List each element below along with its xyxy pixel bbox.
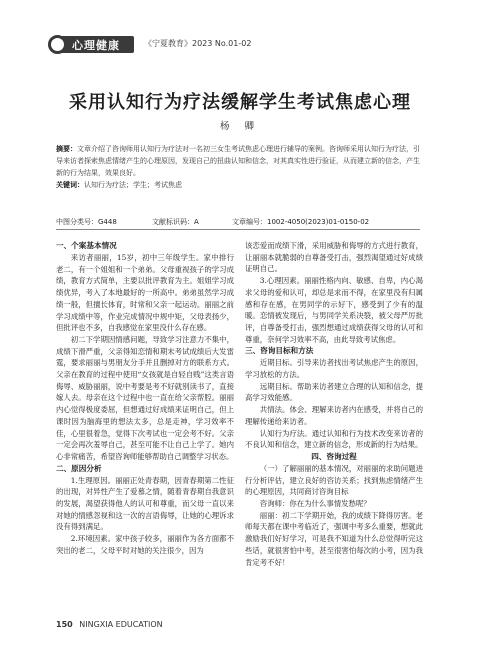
body-paragraph: 初二下学期因情感问题，导致学习注意力不集中，成绩下滑严重，父亲得知恋情和期末考试成绩后大发雷霆，要求丽丽与男朋友分手并且删掉对方的联系方式。父亲在教育的过程中使用“女孩就是自轻自贱”这类言语侮辱、威胁丽丽，说中考要是考不好就别读书了，直接嫁人去。母亲在这个过程中也一直在给父亲帮腔。丽丽内心觉得极度委屈，但想通过好成绩来证明自己，但上课时因为脑海里的想法太多，总是走神，学习效率不佳，心里很着急，觉得下次考试也一定会考不好。父亲一定会再次羞辱自己，甚至可能不让自己上学了。她内心非常痛苦，希望咨询师能够帮助自己调整学习状态。	[56, 334, 234, 461]
page-number: 150	[56, 620, 73, 629]
abstract-text: 文章介绍了咨询师用认知行为疗法对一名初三女生考试焦虑心理进行辅导的案例。咨询师采用认知行为疗法，引导来访者探索焦虑情绪产生的心理原因，发现自己的扭曲认知和信念，对其真实性进行验证，从而建立新的信念，产生新的行为结果，效果良好。	[56, 145, 420, 177]
article-number: 文章编号：1002-4050(2023)01-0150-02	[232, 218, 370, 226]
right-column	[245, 240, 423, 568]
body-paragraph: 咨询师：你在为什么事情发愁呢？	[259, 499, 371, 509]
page-footer	[56, 620, 163, 629]
article-title: 采用认知行为疗法缓解学生考试焦虑心理	[69, 92, 411, 113]
keywords-label: 关键词：	[56, 181, 84, 189]
body-paragraph: 远期目标。帮助来访者建立合理的认知和信念，提高学习效能感。	[245, 381, 423, 403]
footer-journal: NINGXIA EDUCATION	[79, 620, 163, 629]
abstract-block	[56, 143, 420, 191]
author-name: 杨 卿	[219, 121, 261, 132]
column-badge	[56, 36, 134, 53]
body-paragraph: 1.生理原因。丽丽正处青春期，因青春期第二性征的出现，对异性产生了爱慕之情，随着青春期自我意识的发展，渴望获得他人的认可和尊重，而父母一直以来对她的情感忽视和这一次的言语侮辱，让她的心理诉求没有得到满足。	[56, 475, 234, 532]
section-heading: 四、咨询过程	[311, 451, 357, 461]
body-paragraph: 来访者丽丽，15岁，初中三年级学生。家中排行老二，有一个姐姐和一个弟弟。父母重视孩子的学习成绩，教育方式简单，主要以批评教育为主。姐姐学习成绩优异，考入了本地最好的一所高中。弟弟虽然学习成绩一般，但擅长体育，时常和父亲一起运动。丽丽之前学习成绩中等，作业完成情况中规中矩，父母表扬少，但批评也不多，自我感觉在家里没什么存在感。	[56, 253, 234, 333]
body-paragraph: 丽丽：初二下学期开始，我的成绩下降得厉害。老师每天都在课中考临近了，强调中考多么重要，想就此激励我们好好学习，可是我不知道为什么总觉得听完这些话，就很害怕中考，甚至很害怕每次的小考，因为我肯定考不好！	[245, 510, 423, 567]
body-paragraph: 近期目标。引导来访者找出考试焦虑产生的原因，学习放松的方法。	[245, 358, 423, 380]
badge-dot-icon	[48, 35, 67, 54]
section-heading: 二、原因分析	[56, 463, 102, 473]
body-paragraph: （一）了解丽丽的基本情况，对丽丽的求助问题进行分析评估，建立良好的咨访关系；找到焦虑情绪产生的心理原因，共同商讨咨询目标	[245, 463, 423, 497]
body-paragraph: 2.环境因素。家中孩子较多，丽丽作为各方面都不突出的老二，父母平时对她的关注很少，因为	[56, 534, 234, 555]
body-paragraph: 共情法。体会、理解来访者内在感受，并将自己的理解传递给来访者。	[245, 405, 423, 426]
section-heading: 一、个案基本情况	[56, 241, 117, 250]
body-paragraph: 认知行为疗法。通过认知和行为技术改变来访者的不良认知和信念，建立新的信念，形成新的行为结果。	[245, 428, 423, 450]
doc-code: 文献标识码：A	[152, 218, 199, 226]
left-column	[56, 240, 234, 557]
body-paragraph: 该恋爱而成绩下滑，采用威胁和侮辱的方式进行教育，让丽丽本就脆弱的自尊备受打击，强烈渴望通过好成绩证明自己。	[245, 241, 423, 274]
page-header	[0, 0, 480, 60]
column-name: 心理健康	[72, 39, 120, 52]
clc-number: 中图分类号：G448	[56, 218, 117, 226]
journal-name: 《宁夏教育》2023 No.01-02	[144, 39, 252, 48]
body-paragraph: 3.心理因素。丽丽性格内向、敏感、自卑，内心渴求父母的爱和认可，却总是求而不得，在家里没有归属感和存在感，在男同学的示好下，感受到了少有的温暖。恋情被发现后，与男同学关系决裂，被父母严厉批评，自尊备受打击，强烈想通过成绩获得父母的认可和尊重，奈何学习效率不高，由此导致考试焦虑。	[245, 276, 423, 344]
divider	[56, 229, 420, 230]
abstract-label: 摘要：	[56, 145, 77, 153]
keywords-text: 认知行为疗法；学生；考试焦虑	[84, 181, 182, 189]
section-heading: 三、咨询目标和方法	[245, 346, 314, 356]
